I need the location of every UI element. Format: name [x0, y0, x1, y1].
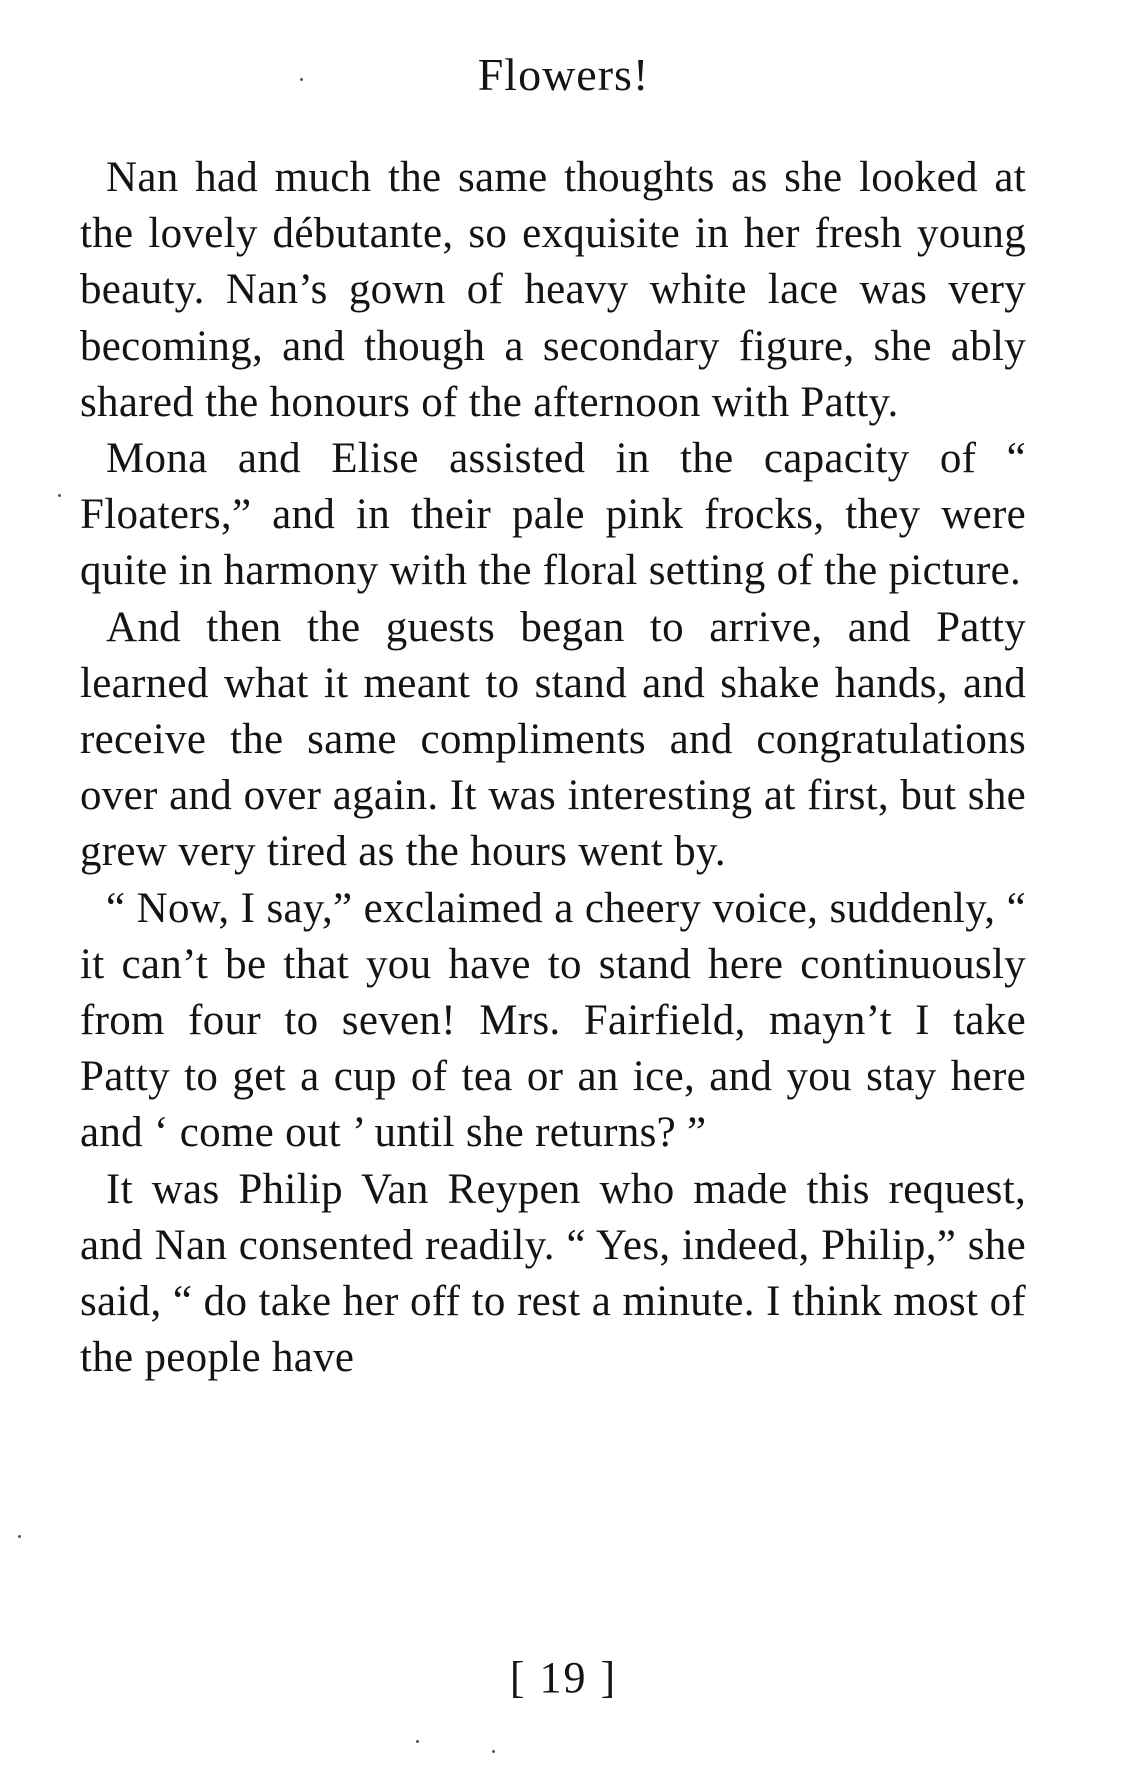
paragraph: And then the guests began to arrive, and Patty learned what it meant to stand and shake hands, and receive the same compliments and congratulations over and over again. It was interesting at first, but she grew very tired as the hours went by.	[80, 603, 1026, 876]
paragraph: Mona and Elise assisted in the capacity of “ Floaters,” and in their pale pink frocks, they were quite in harmony with the floral setting of the picture.	[80, 435, 1026, 595]
paper-speck	[58, 494, 61, 497]
page-number: [ 19 ]	[509, 1653, 618, 1702]
paper-speck	[416, 1740, 419, 1743]
paragraph: “ Now, I say,” exclaimed a cheery voice, suddenly, “ it can’t be that you have to stand here continuously from four to seven! Mrs. Fairfield, mayn’t I take Patty to get a cup of tea or an ice, and you stay here and ‘ come out ’ until she returns? ”	[80, 884, 1026, 1157]
paper-speck	[300, 78, 303, 81]
paper-speck	[18, 1535, 21, 1538]
body-text	[80, 150, 1026, 1386]
running-head: Flowers!	[477, 49, 650, 100]
paper-speck	[492, 1750, 495, 1753]
paragraph: It was Philip Van Reypen who made this request, and Nan consented readily. “ Yes, indeed, Philip,” she said, “ do take her off to rest a minute. I think most of the people have	[80, 1165, 1026, 1382]
paragraph: Nan had much the same thoughts as she looked at the lovely débutante, so exquisite in her fresh young beauty. Nan’s gown of heavy white lace was very becoming, and though a secondary figure, she ably shared the honours of the afternoon with Patty.	[80, 154, 1026, 426]
